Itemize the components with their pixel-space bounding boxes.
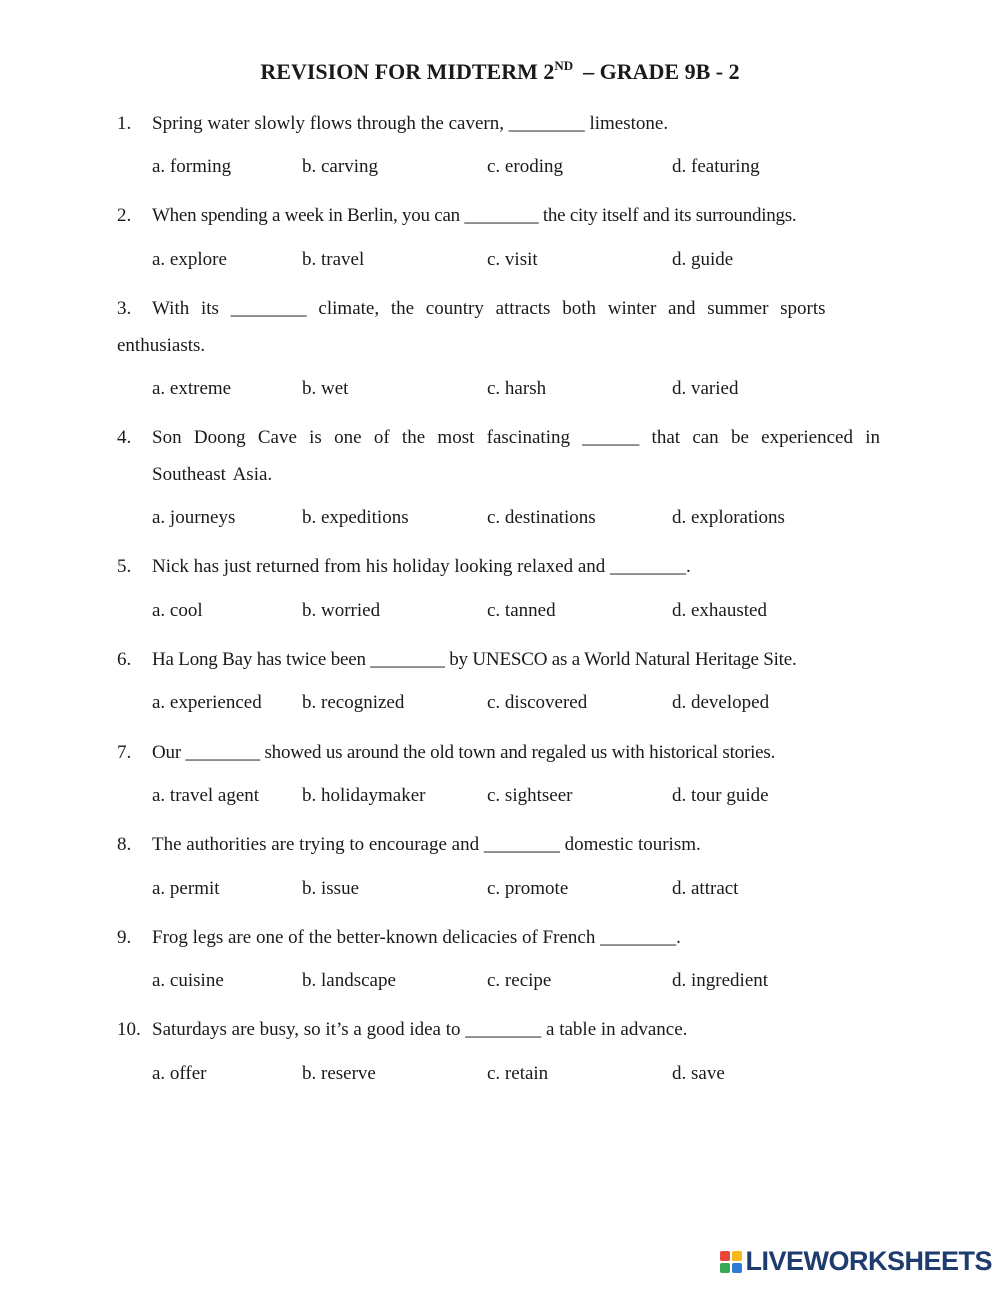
option-a[interactable]: a. permit [152, 878, 220, 899]
option-a[interactable]: a. forming [152, 156, 232, 177]
option-c[interactable]: c. discovered [487, 692, 588, 713]
option-b[interactable]: b. recognized [302, 692, 405, 713]
option-b[interactable]: b. carving [302, 156, 378, 177]
option-d[interactable]: d. attract [672, 878, 739, 899]
liveworksheets-logo-icon [720, 1251, 742, 1273]
option-b[interactable]: b. worried [302, 600, 381, 621]
liveworksheets-logo[interactable] [720, 1246, 992, 1277]
option-d[interactable]: d. developed [672, 692, 770, 713]
option-c[interactable]: c. sightseer [487, 785, 573, 806]
option-d[interactable]: d. exhausted [672, 600, 767, 621]
question-stem: Nick has just returned from his holiday looking relaxed and ________. [152, 556, 691, 577]
option-d[interactable]: d. ingredient [672, 970, 769, 991]
question-stem: When spending a week in Berlin, you can ________ the city itself and its surroundings. [152, 205, 797, 226]
options-4 [152, 507, 852, 537]
option-c[interactable]: c. retain [487, 1063, 549, 1084]
option-a[interactable]: a. journeys [152, 507, 236, 528]
option-d[interactable]: d. explorations [672, 507, 785, 528]
option-a[interactable]: a. cool [152, 600, 203, 621]
question-stem: Our ________ showed us around the old town and regaled us with historical stories. [152, 742, 776, 763]
question-5: 5. Nick has just returned from his holiday looking relaxed and ________. [117, 548, 880, 585]
option-b[interactable]: b. reserve [302, 1063, 376, 1084]
question-3-continuation: enthusiasts. [117, 335, 206, 356]
question-10: 10. Saturdays are busy, so it’s a good idea to ________ a table in advance. [117, 1011, 880, 1048]
question-9: 9. Frog legs are one of the better-known delicacies of French ________. [117, 919, 880, 956]
question-stem: Ha Long Bay has twice been ________ by UNESCO as a World Natural Heritage Site. [152, 649, 797, 670]
option-c[interactable]: c. harsh [487, 378, 547, 399]
option-c[interactable]: c. promote [487, 878, 569, 899]
option-c[interactable]: c. visit [487, 249, 538, 270]
option-b[interactable]: b. travel [302, 249, 365, 270]
option-d[interactable]: d. tour guide [672, 785, 769, 806]
options-3 [152, 378, 852, 408]
option-c[interactable]: c. tanned [487, 600, 556, 621]
option-c[interactable]: c. eroding [487, 156, 563, 177]
page-title: REVISION FOR MIDTERM 2ND – GRADE 9B - 2 [260, 58, 740, 84]
question-3: 3. With its ________ climate, the country attracts both winter and summer sports [117, 290, 880, 327]
option-b[interactable]: b. landscape [302, 970, 396, 991]
question-stem: Son Doong Cave is one of the most fascinating ______ that can be experienced in Southeast Asia. [152, 427, 880, 485]
question-6: 6. Ha Long Bay has twice been ________ by UNESCO as a World Natural Heritage Site. [117, 641, 880, 678]
question-stem: With its ________ climate, the country attracts both winter and summer sports [152, 298, 826, 319]
option-d[interactable]: d. guide [672, 249, 734, 270]
question-stem: Spring water slowly flows through the cavern, ________ limestone. [152, 113, 669, 134]
question-4: 4. Son Doong Cave is one of the most fascinating ______ that can be experienced in Southeast Asia. [117, 419, 880, 493]
options-10 [152, 1063, 852, 1093]
options-7 [152, 785, 852, 815]
question-8: 8. The authorities are trying to encourage and ________ domestic tourism. [117, 826, 880, 863]
option-d[interactable]: d. save [672, 1063, 725, 1084]
question-7: 7. Our ________ showed us around the old town and regaled us with historical stories. [117, 734, 880, 771]
option-b[interactable]: b. issue [302, 878, 359, 899]
option-a[interactable]: a. experienced [152, 692, 262, 713]
option-c[interactable]: c. destinations [487, 507, 596, 528]
options-1 [152, 156, 852, 186]
option-a[interactable]: a. cuisine [152, 970, 224, 991]
options-2 [152, 249, 852, 279]
option-a[interactable]: a. extreme [152, 378, 232, 399]
question-stem: The authorities are trying to encourage and ________ domestic tourism. [152, 834, 701, 855]
options-5 [152, 600, 852, 630]
option-a[interactable]: a. explore [152, 249, 227, 270]
question-stem: Frog legs are one of the better-known delicacies of French ________. [152, 927, 681, 948]
option-a[interactable]: a. travel agent [152, 785, 260, 806]
question-stem: Saturdays are busy, so it’s a good idea to ________ a table in advance. [152, 1019, 688, 1040]
options-9 [152, 970, 852, 1000]
question-1: 1. Spring water slowly flows through the cavern, ________ limestone. [117, 105, 880, 142]
brand-name: LIVEWORKSHEETS [745, 1246, 992, 1276]
option-b[interactable]: b. wet [302, 378, 349, 399]
option-b[interactable]: b. holidaymaker [302, 785, 426, 806]
option-c[interactable]: c. recipe [487, 970, 552, 991]
options-6 [152, 692, 852, 722]
options-8 [152, 878, 852, 908]
option-b[interactable]: b. expeditions [302, 507, 409, 528]
option-d[interactable]: d. varied [672, 378, 739, 399]
option-d[interactable]: d. featuring [672, 156, 760, 177]
question-2: 2. When spending a week in Berlin, you can ________ the city itself and its surroundings. [117, 197, 880, 234]
option-a[interactable]: a. offer [152, 1063, 207, 1084]
